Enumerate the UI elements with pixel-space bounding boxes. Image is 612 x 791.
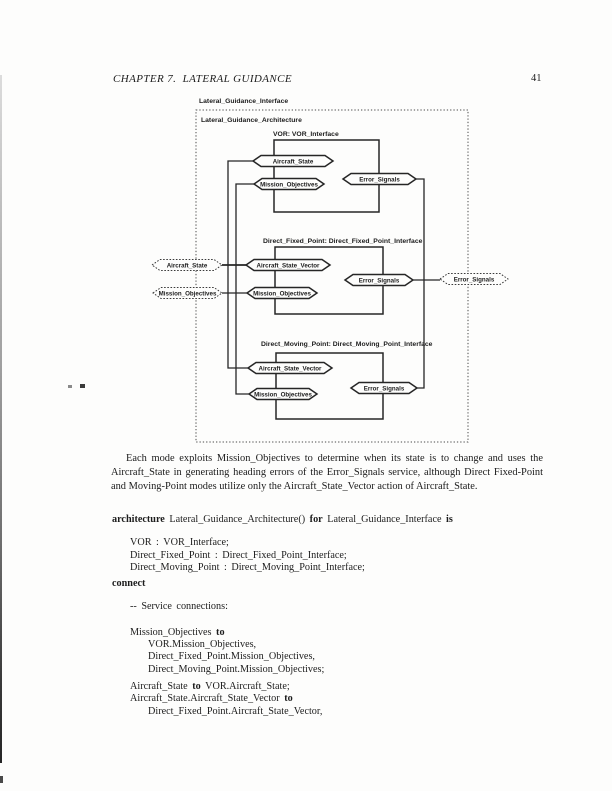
vor-mission-objectives-label: Mission_Objectives [260,181,318,189]
dfp-box-label: Direct_Fixed_Point: Direct_Fixed_Point_Interface [263,238,423,245]
code-line-connect: connect [112,578,146,590]
code-text: Lateral_Guidance_Interface [322,514,447,525]
scan-speck [68,385,72,388]
code-line-aircraft-state-vector-to [112,693,453,705]
vor-aircraft-state-label: Aircraft_State [272,158,314,166]
code-text: Lateral_Guidance_Architecture() [164,514,310,525]
vor-error-signals-label: Error_Signals [359,176,400,184]
architecture-label: Lateral_Guidance_Architecture [201,117,302,124]
code-text: Aircraft_State [130,680,193,692]
code-line-vor-decl: VOR : VOR_Interface; [130,537,229,549]
code-line-comment: -- Service connections: [130,601,228,613]
dfp-error-signals-label: Error_Signals [358,277,400,285]
code-line-aircraft-state-to [112,681,453,693]
keyword-architecture: architecture [112,514,165,525]
external-aircraft-state-label: Aircraft_State [166,262,208,270]
external-error-signals-label: Error_Signals [453,276,495,284]
code-line-vor-mo: VOR.Mission_Objectives, [148,639,257,651]
keyword-is: is [446,514,453,525]
page-number: 41 [531,73,542,84]
error-signals-connection-line [416,179,424,388]
code-listing [112,514,453,718]
code-text: Mission_Objectives [130,626,217,638]
vor-box-label: VOR: VOR_Interface [273,131,339,138]
code-line-dfp-mo: Direct_Fixed_Point.Mission_Objectives, [148,651,315,663]
dfp-mission-objectives-label: Mission_Objectives [253,290,311,298]
scan-speck [80,384,85,388]
dmp-mission-objectives-label: Mission_Objectives [254,391,312,399]
code-line-dmp-decl: Direct_Moving_Point : Direct_Moving_Point_Interface; [130,561,365,573]
code-line-dmp-mo: Direct_Moving_Point.Mission_Objectives; [148,663,325,675]
body-paragraph: Each mode exploits Mission_Objectives to determine when its state is to change and uses the Aircraft_State in generating heading errors of the Error_Signals service, although Direct Fixed-Point and Moving-Point modes utilize only the Aircraft_State_Vector action of Aircraft_State. [111,453,543,492]
mission-objectives-connection-line [236,184,254,394]
dmp-error-signals-label: Error_Signals [363,385,405,393]
dmp-box-label: Direct_Moving_Point: Direct_Moving_Point_Interface [261,341,433,348]
dfp-aircraft-state-vector-label: Aircraft_State_Vector [256,262,320,270]
keyword-to: to [216,626,225,638]
dmp-aircraft-state-vector-label: Aircraft_State_Vector [258,365,322,373]
code-line-architecture [112,514,453,526]
code-line-mission-objectives-to [112,627,453,639]
code-line-dfp-asv: Direct_Fixed_Point.Aircraft_State_Vector, [148,705,323,717]
scan-edge-artifact [0,75,2,763]
scan-edge-mark [0,776,3,783]
keyword-to: to [192,680,201,692]
code-line-dfp-decl: Direct_Fixed_Point : Direct_Fixed_Point_Interface; [130,549,347,561]
external-mission-objectives-label: Mission_Objectives [158,290,217,298]
code-text: VOR.Aircraft_State; [200,680,290,692]
keyword-to: to [284,693,293,705]
keyword-for: for [309,514,323,525]
code-text: Aircraft_State.Aircraft_State_Vector [130,693,285,705]
interface-label: Lateral_Guidance_Interface [199,98,289,105]
chapter-header: CHAPTER 7. LATERAL GUIDANCE [113,73,292,85]
